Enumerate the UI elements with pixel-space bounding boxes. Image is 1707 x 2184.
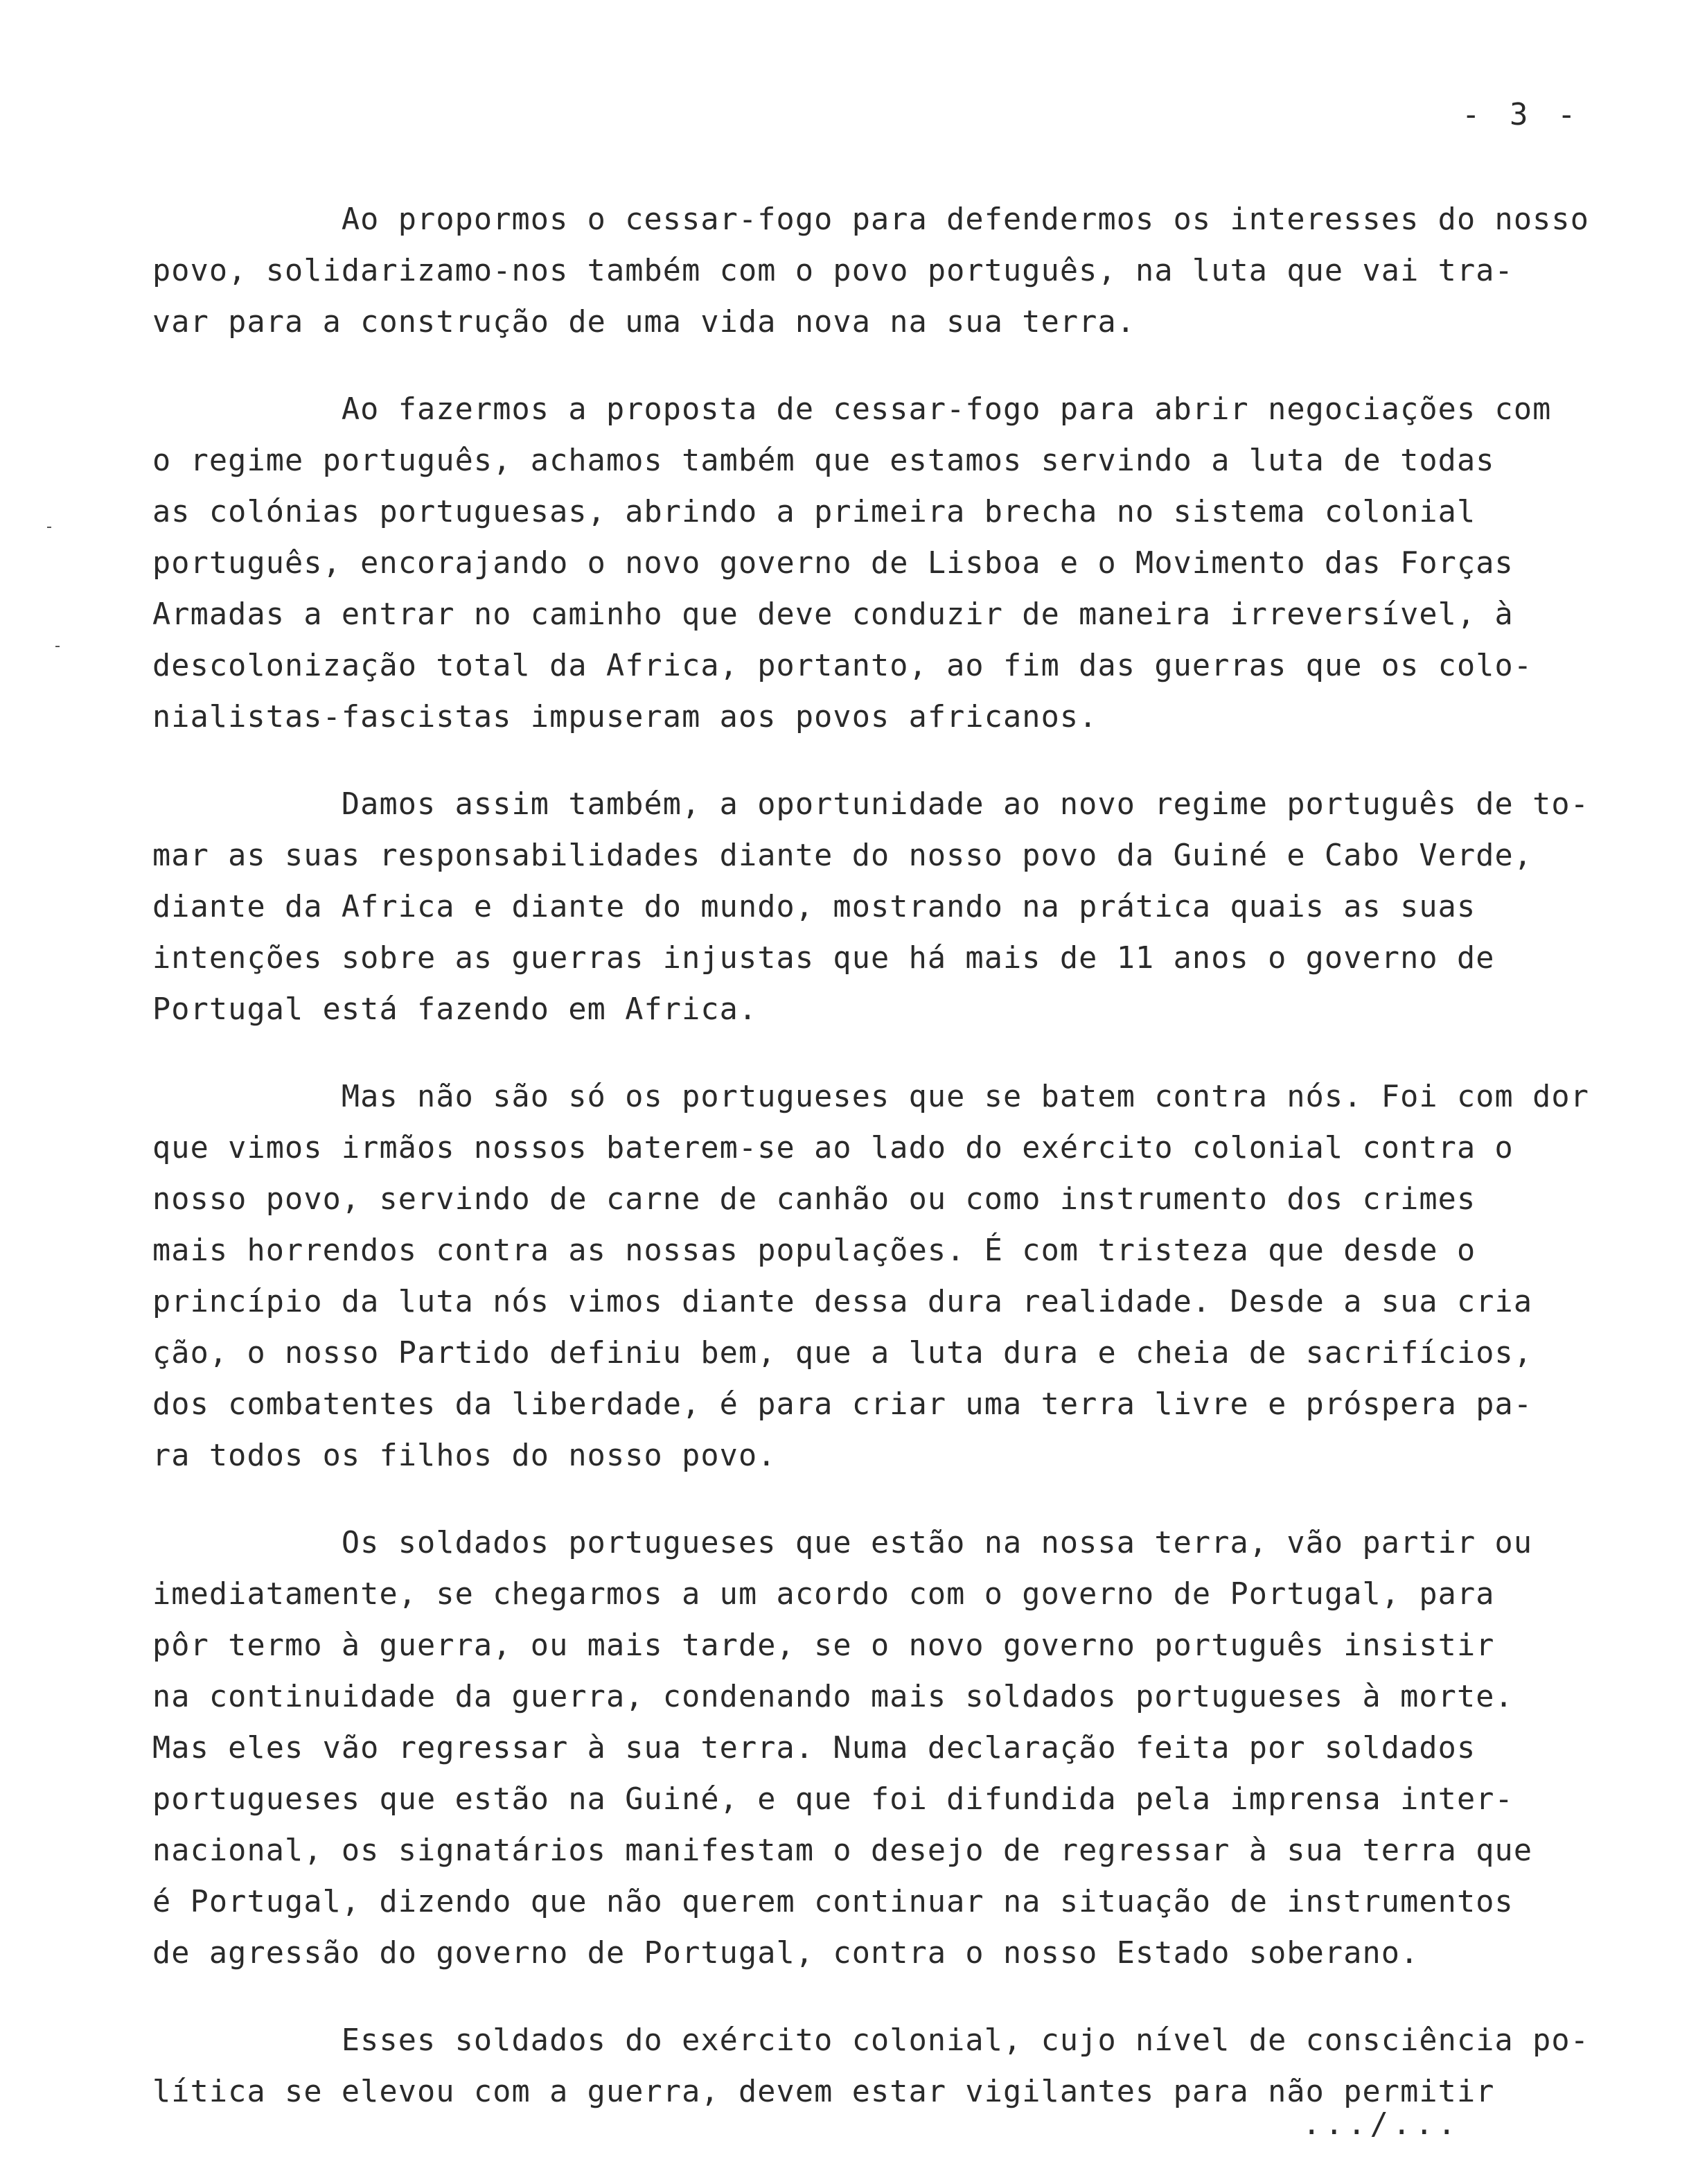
text-line: var para a construção de uma vida nova na sua terra. [152, 305, 1136, 340]
text-line: Mas não são só os portugueses que se batem contra nós. Foi com dor [152, 1080, 1589, 1114]
text-line: Mas eles vão regressar à sua terra. Numa declaração feita por soldados [152, 1731, 1476, 1765]
paragraph-negotiations [152, 384, 1677, 743]
text-line: nialistas-fascistas impuseram aos povos africanos. [152, 700, 1098, 734]
text-line: Os soldados portugueses que estão na nossa terra, vão partir ou [152, 1526, 1533, 1560]
body-text [152, 194, 1677, 2154]
text-line: ra todos os filhos do nosso povo. [152, 1438, 777, 1473]
margin-speck [55, 646, 60, 647]
text-line: de agressão do governo de Portugal, contra o nosso Estado soberano. [152, 1936, 1419, 1971]
text-line: é Portugal, dizendo que não querem continuar na situação de instrumentos [152, 1885, 1514, 1919]
text-line: portugueses que estão na Guiné, e que foi difundida pela imprensa inter- [152, 1782, 1514, 1817]
text-line: Ao propormos o cessar-fogo para defendermos os interesses do nosso [152, 202, 1589, 237]
continuation-mark: .../... [1302, 2106, 1460, 2142]
text-line: povo, solidarizamo-nos também com o povo português, na luta que vai tra- [152, 254, 1514, 288]
paragraph-responsibilities [152, 779, 1677, 1035]
text-line: Armadas a entrar no caminho que deve conduzir de maneira irreversível, à [152, 597, 1514, 632]
text-line: Portugal está fazendo em Africa. [152, 992, 758, 1027]
text-line: descolonização total da Africa, portanto, ao fim das guerras que os colo- [152, 649, 1533, 683]
text-line: Damos assim também, a oportunidade ao novo regime português de to- [152, 787, 1589, 822]
page-number: - 3 - [1462, 97, 1582, 132]
paragraph-portuguese-soldiers [152, 1517, 1677, 1979]
text-line: ção, o nosso Partido definiu bem, que a luta dura e cheia de sacrifícios, [152, 1336, 1533, 1371]
paragraph-colonial-army-soldiers [152, 2015, 1677, 2117]
text-line: português, encorajando o novo governo de Lisboa e o Movimento das Forças [152, 546, 1514, 581]
text-line: pôr termo à guerra, ou mais tarde, se o novo governo português insistir [152, 1628, 1495, 1663]
text-line: Ao fazermos a proposta de cessar-fogo para abrir negociações com [152, 392, 1552, 427]
text-line: mais horrendos contra as nossas populações. É com tristeza que desde o [152, 1233, 1476, 1268]
text-line: nacional, os signatários manifestam o desejo de regressar à sua terra que [152, 1833, 1533, 1868]
text-line: lítica se elevou com a guerra, devem estar vigilantes para não permitir [152, 2075, 1495, 2109]
text-line: Esses soldados do exército colonial, cujo nível de consciência po- [152, 2023, 1589, 2058]
text-line: imediatamente, se chegarmos a um acordo com o governo de Portugal, para [152, 1577, 1495, 1612]
text-line: princípio da luta nós vimos diante dessa dura realidade. Desde a sua cria [152, 1285, 1533, 1319]
paragraph-cease-fire-solidarity [152, 194, 1677, 348]
text-line: intenções sobre as guerras injustas que há mais de 11 anos o governo de [152, 941, 1495, 976]
margin-speck [47, 527, 51, 528]
text-line: nosso povo, servindo de carne de canhão ou como instrumento dos crimes [152, 1182, 1476, 1217]
text-line: o regime português, achamos também que estamos servindo a luta de todas [152, 443, 1495, 478]
text-line: as colónias portuguesas, abrindo a primeira brecha no sistema colonial [152, 495, 1476, 529]
text-line: mar as suas responsabilidades diante do nosso povo da Guiné e Cabo Verde, [152, 838, 1533, 873]
paragraph-brothers-against-us [152, 1071, 1677, 1481]
text-line: diante da Africa e diante do mundo, mostrando na prática quais as suas [152, 890, 1476, 924]
text-line: na continuidade da guerra, condenando mais soldados portugueses à morte. [152, 1680, 1514, 1714]
text-line: dos combatentes da liberdade, é para criar uma terra livre e próspera pa- [152, 1387, 1533, 1422]
text-line: que vimos irmãos nossos baterem-se ao lado do exército colonial contra o [152, 1131, 1514, 1165]
